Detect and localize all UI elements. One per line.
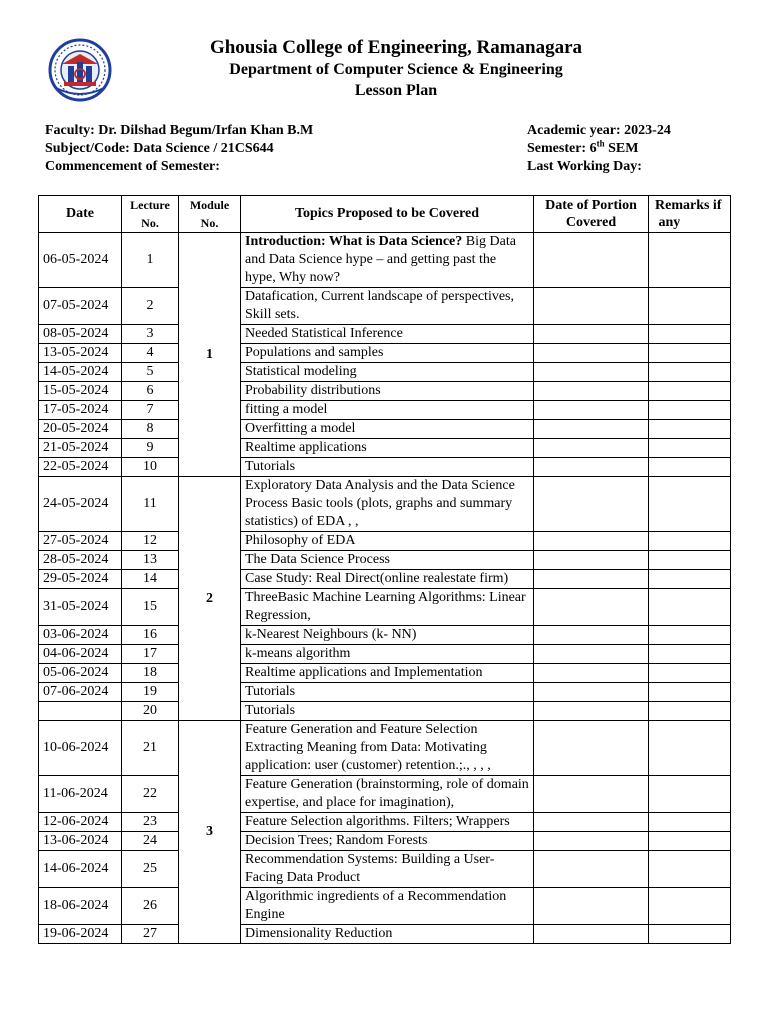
col-header-date: Date [39, 196, 122, 233]
table-row: 11-06-2024 22 Feature Generation (brainstorming, role of domain expertise, and place for imagination), [39, 776, 731, 813]
commencement-line: Commencement of Semester: [45, 159, 220, 174]
course-info-left [45, 122, 313, 176]
table-row: 10-06-2024 21 3 Feature Generation and Feature Selection Extracting Meaning from Data: Motivating application: user (customer) retention.;., , , , [39, 721, 731, 776]
table-row: 07-06-2024 19 Tutorials [39, 683, 731, 702]
table-header-row [39, 196, 731, 233]
academic-year-line: Academic year: 2023-24 [527, 123, 671, 138]
table-row: 05-06-2024 18 Realtime applications and Implementation [39, 664, 731, 683]
table-row: 21-05-2024 9 Realtime applications [39, 439, 731, 458]
table-row: 19-06-2024 27 Dimensionality Reduction [39, 925, 731, 944]
col-header-lecture: Lecture No. [122, 196, 179, 233]
col-header-module: Module No. [179, 196, 241, 233]
table-row: 20 Tutorials [39, 702, 731, 721]
lesson-plan-table [38, 195, 731, 944]
table-row: 20-05-2024 8 Overfitting a model [39, 420, 731, 439]
table-row: 14-06-2024 25 Recommendation Systems: Building a User-Facing Data Product [39, 851, 731, 888]
module-number: 2 [179, 477, 241, 721]
department-name: Department of Computer Science & Engineering [229, 61, 563, 78]
last-working-day-line: Last Working Day: [527, 159, 642, 174]
table-row: 18-06-2024 26 Algorithmic ingredients of a Recommendation Engine [39, 888, 731, 925]
table-row: 15-05-2024 6 Probability distributions [39, 382, 731, 401]
col-header-portion: Date of Portion Covered [534, 196, 649, 233]
table-row: 28-05-2024 13 The Data Science Process [39, 551, 731, 570]
faculty-line: Faculty: Dr. Dilshad Begum/Irfan Khan B.M [45, 123, 314, 138]
col-header-topics: Topics Proposed to be Covered [241, 196, 534, 233]
table-row: 31-05-2024 15 ThreeBasic Machine Learning Algorithms: Linear Regression, [39, 589, 731, 626]
table-row: 08-05-2024 3 Needed Statistical Inference [39, 325, 731, 344]
course-info-right [527, 122, 671, 176]
table-row: 04-06-2024 17 k-means algorithm [39, 645, 731, 664]
table-row: 13-05-2024 4 Populations and samples [39, 344, 731, 363]
table-row: 07-05-2024 2 Datafication, Current landscape of perspectives, Skill sets. [39, 288, 731, 325]
col-header-remarks: Remarks if any [649, 196, 731, 233]
document-title: Lesson Plan [354, 82, 438, 99]
module-number: 1 [179, 233, 241, 477]
table-row: 29-05-2024 14 Case Study: Real Direct(online realestate firm) [39, 570, 731, 589]
table-row: 17-05-2024 7 fitting a model [39, 401, 731, 420]
document-header [0, 36, 768, 102]
table-row: 22-05-2024 10 Tutorials [39, 458, 731, 477]
table-row: 24-05-2024 11 2 Exploratory Data Analysis and the Data Science Process Basic tools (plots, graphs and summary statistics) of EDA , , [39, 477, 731, 532]
table-row: 06-05-2024 1 1 Introduction: What is Data Science? Big Data and Data Science hype – and getting past the hype, Why now? [39, 233, 731, 288]
table-row: 03-06-2024 16 k-Nearest Neighbours (k- NN) [39, 626, 731, 645]
college-name: Ghousia College of Engineering, Ramanagara [209, 37, 583, 58]
table-row: 13-06-2024 24 Decision Trees; Random Forests [39, 832, 731, 851]
table-row: 14-05-2024 5 Statistical modeling [39, 363, 731, 382]
subject-line: Subject/Code: Data Science / 21CS644 [45, 141, 274, 156]
semester-line: Semester: 6th SEM [527, 138, 639, 156]
table-row: 12-06-2024 23 Feature Selection algorithms. Filters; Wrappers [39, 813, 731, 832]
table-row: 27-05-2024 12 Philosophy of EDA [39, 532, 731, 551]
module-number: 3 [179, 721, 241, 944]
